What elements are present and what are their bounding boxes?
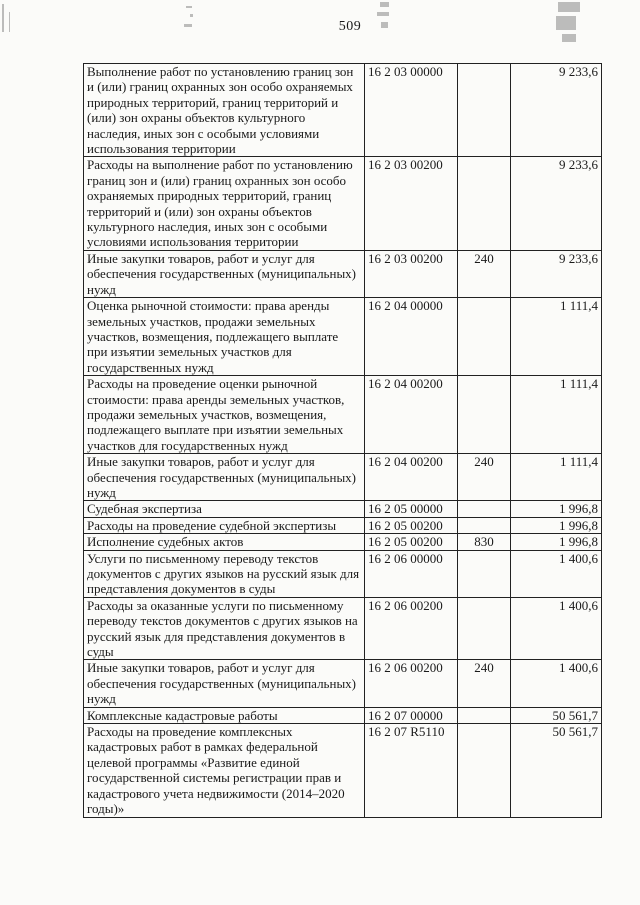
row-code: 16 2 03 00200: [365, 157, 458, 250]
row-description: Судебная экспертиза: [84, 501, 365, 517]
row-description: Оценка рыночной стоимости: права аренды земельных участков, продажи земельных участков, возмещения, подлежащего выплате при изъятии земельных участков для государственных нужд: [84, 298, 365, 376]
row-description: Иные закупки товаров, работ и услуг для обеспечения государственных (муниципальных) нужд: [84, 454, 365, 501]
row-code: 16 2 03 00200: [365, 250, 458, 297]
row-amount: 1 400,6: [511, 597, 602, 660]
row-expense-type: 240: [458, 660, 511, 707]
row-expense-type: [458, 376, 511, 454]
row-code: 16 2 04 00200: [365, 376, 458, 454]
row-amount: 1 996,8: [511, 517, 602, 533]
row-code: 16 2 04 00000: [365, 298, 458, 376]
table-row: [84, 660, 602, 707]
table-row: [84, 298, 602, 376]
row-description: Услуги по письменному переводу текстов документов с других языков на русский язык для представления документов в суды: [84, 550, 365, 597]
row-expense-type: [458, 298, 511, 376]
row-amount: 1 111,4: [511, 298, 602, 376]
row-expense-type: [458, 550, 511, 597]
row-expense-type: [458, 707, 511, 723]
row-description: Иные закупки товаров, работ и услуг для обеспечения государственных (муниципальных) нужд: [84, 660, 365, 707]
row-code: 16 2 05 00200: [365, 517, 458, 533]
row-code: 16 2 05 00000: [365, 501, 458, 517]
table-row: [84, 724, 602, 817]
row-amount: 1 996,8: [511, 501, 602, 517]
page-number: 509: [338, 19, 362, 34]
row-description: Расходы на проведение оценки рыночной стоимости: права аренды земельных участков, продажи земельных участков, возмещения, подлежащего выплате при изъятии земельных участков для государственных нужд: [84, 376, 365, 454]
table-row: [84, 157, 602, 250]
row-description: Расходы на проведение судебной экспертизы: [84, 517, 365, 533]
row-description: Исполнение судебных актов: [84, 534, 365, 550]
row-expense-type: [458, 517, 511, 533]
table-row: [84, 550, 602, 597]
row-code: 16 2 05 00200: [365, 534, 458, 550]
row-description: Комплексные кадастровые работы: [84, 707, 365, 723]
table-row: [84, 250, 602, 297]
row-code: 16 2 03 00000: [365, 64, 458, 157]
row-expense-type: [458, 597, 511, 660]
row-expense-type: 240: [458, 454, 511, 501]
row-amount: 1 400,6: [511, 550, 602, 597]
row-amount: 1 996,8: [511, 534, 602, 550]
row-code: 16 2 07 R5110: [365, 724, 458, 817]
row-code: 16 2 06 00200: [365, 660, 458, 707]
row-amount: 1 111,4: [511, 454, 602, 501]
row-amount: 9 233,6: [511, 64, 602, 157]
row-amount: 50 561,7: [511, 707, 602, 723]
row-description: Иные закупки товаров, работ и услуг для обеспечения государственных (муниципальных) нужд: [84, 250, 365, 297]
table-row: [84, 64, 602, 157]
row-code: 16 2 06 00000: [365, 550, 458, 597]
row-amount: 1 400,6: [511, 660, 602, 707]
row-description: Расходы на выполнение работ по установлению границ зон и (или) границ охранных зон особо охраняемых природных территорий, границ территорий и (или) зон охраны объектов культурного наследия, иных зон с особыми условиями использования территории: [84, 157, 365, 250]
row-expense-type: [458, 64, 511, 157]
row-expense-type: 830: [458, 534, 511, 550]
row-amount: 9 233,6: [511, 250, 602, 297]
row-code: 16 2 07 00000: [365, 707, 458, 723]
table-row: [84, 376, 602, 454]
row-code: 16 2 06 00200: [365, 597, 458, 660]
row-expense-type: [458, 157, 511, 250]
table-row: [84, 517, 602, 533]
row-expense-type: [458, 501, 511, 517]
table-row: [84, 707, 602, 723]
row-description: Выполнение работ по установлению границ зон и (или) границ охранных зон особо охраняемых природных территорий, границ территорий и (или) зон охраны объектов культурного наследия, иных зон с особыми условиями использования территории: [84, 64, 365, 157]
row-amount: 9 233,6: [511, 157, 602, 250]
budget-table: [83, 63, 602, 818]
row-description: Расходы на проведение комплексных кадастровых работ в рамках федеральной целевой программы «Развитие единой государственной системы регистрации прав и кадастрового учета недвижимости (2014–2020 годы)»: [84, 724, 365, 817]
row-amount: 50 561,7: [511, 724, 602, 817]
table-row: [84, 597, 602, 660]
row-code: 16 2 04 00200: [365, 454, 458, 501]
table-row: [84, 501, 602, 517]
row-amount: 1 111,4: [511, 376, 602, 454]
row-expense-type: 240: [458, 250, 511, 297]
table-row: [84, 454, 602, 501]
row-description: Расходы за оказанные услуги по письменному переводу текстов документов с других языков на русский язык для представления документов в суды: [84, 597, 365, 660]
row-expense-type: [458, 724, 511, 817]
table-row: [84, 534, 602, 550]
